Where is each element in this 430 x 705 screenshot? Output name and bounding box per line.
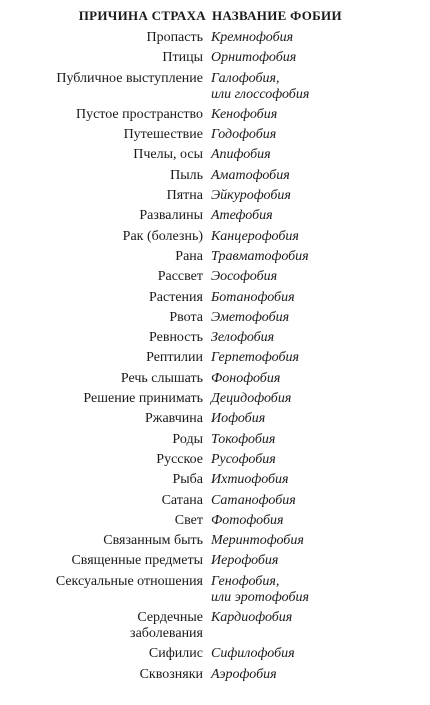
cause-text: Роды xyxy=(172,431,203,447)
table-row xyxy=(0,470,430,490)
cause-text: Сквозняки xyxy=(139,666,203,682)
cause-text: Пустое пространство xyxy=(75,106,203,122)
cause-cell xyxy=(0,574,203,606)
cause-text: Рана xyxy=(175,248,203,264)
phobia-cell xyxy=(211,188,430,204)
cause-text: Рак (болезнь) xyxy=(122,228,203,244)
cause-cell xyxy=(0,533,203,549)
cause-text: Публичное выступление xyxy=(56,70,203,86)
phobia-text: Кремнофобия xyxy=(211,30,294,45)
phobia-text: Кенофобия xyxy=(211,106,278,122)
cause-text: Ржавчина xyxy=(145,411,203,427)
table-row xyxy=(0,511,430,531)
phobia-cell xyxy=(211,50,430,66)
cause-cell xyxy=(0,30,203,46)
phobia-cell xyxy=(211,269,430,285)
phobia-cell xyxy=(211,30,430,46)
phobia-text: Русофобия xyxy=(211,451,276,467)
header-cause: ПРИЧИНА СТРАХА xyxy=(78,8,206,23)
table-row xyxy=(0,389,430,409)
phobia-text: Канцерофобия xyxy=(211,228,299,244)
cause-cell xyxy=(0,350,203,366)
phobia-text: Атефобия xyxy=(211,208,273,224)
table-row xyxy=(0,450,430,470)
table-row xyxy=(0,288,430,308)
phobia-cell xyxy=(211,208,430,224)
phobia-cell xyxy=(211,411,430,427)
cause-cell xyxy=(0,127,203,143)
phobia-cell xyxy=(211,290,430,306)
table-row xyxy=(0,125,430,145)
phobia-text: Эйкурофобия xyxy=(211,188,291,204)
phobia-text: Фотофобия xyxy=(211,512,284,528)
phobia-text: Эософобия xyxy=(211,269,278,285)
cause-cell xyxy=(0,452,203,468)
phobia-text: Ботанофобия xyxy=(211,289,295,305)
cause-text: Ревность xyxy=(149,330,203,346)
phobia-text: Кардиофобия xyxy=(211,610,293,626)
cause-cell xyxy=(0,188,203,204)
cause-text: Сексуальные отношения xyxy=(55,573,203,589)
table-row xyxy=(0,267,430,287)
phobia-text: Галофобия, xyxy=(211,70,280,86)
table-row xyxy=(0,48,430,68)
phobia-cell xyxy=(211,391,430,407)
cause-text: Растения xyxy=(149,289,203,305)
phobia-text: Сатанофобия xyxy=(211,492,296,508)
cause-cell xyxy=(0,371,203,387)
cause-cell xyxy=(0,107,203,123)
cause-cell xyxy=(0,50,203,66)
cause-text: Речь слышать xyxy=(120,370,203,386)
table-row xyxy=(0,206,430,226)
phobia-text: Апифобия xyxy=(211,147,271,163)
table-row xyxy=(0,69,430,105)
cause-cell xyxy=(0,391,203,407)
cause-text: Рептилии xyxy=(146,350,203,366)
cause-text: Сатана xyxy=(161,492,203,508)
cause-text: заболевания xyxy=(130,626,203,642)
phobia-cell xyxy=(211,533,430,549)
table-row xyxy=(0,665,430,685)
cause-cell xyxy=(0,269,203,285)
phobia-text: Генофобия, xyxy=(211,573,280,589)
phobia-text: Травматофобия xyxy=(211,248,309,264)
phobia-text: Аэрофобия xyxy=(211,666,277,682)
cause-cell xyxy=(0,168,203,184)
phobia-cell xyxy=(211,553,430,569)
table-row xyxy=(0,28,430,48)
table-row xyxy=(0,145,430,165)
cause-text: Решение принимать xyxy=(83,391,203,407)
phobia-cell xyxy=(211,432,430,448)
cause-text: Сифилис xyxy=(148,646,203,662)
cause-cell xyxy=(0,513,203,529)
cause-cell xyxy=(0,553,203,569)
cause-cell xyxy=(0,249,203,265)
cause-text: Русское xyxy=(156,451,203,467)
phobia-cell xyxy=(211,107,430,123)
phobia-cell xyxy=(211,127,430,143)
cause-cell xyxy=(0,667,203,683)
phobia-cell xyxy=(211,646,430,662)
table-row xyxy=(0,551,430,571)
phobia-cell xyxy=(211,310,430,326)
phobia-text: или эротофобия xyxy=(211,589,310,605)
phobia-text: Зелофобия xyxy=(211,330,275,346)
phobia-text: Орнитофобия xyxy=(211,50,297,66)
cause-text: Пятна xyxy=(166,188,203,204)
phobia-text: Децидофобия xyxy=(211,391,292,407)
phobia-text: Сифилофобия xyxy=(211,646,295,662)
cause-cell xyxy=(0,493,203,509)
phobia-cell xyxy=(211,168,430,184)
header-phobia: НАЗВАНИЕ ФОБИИ xyxy=(212,8,342,23)
table-row xyxy=(0,328,430,348)
cause-text: Рыба xyxy=(172,472,203,488)
table-row xyxy=(0,369,430,389)
table-row xyxy=(0,105,430,125)
cause-cell xyxy=(0,330,203,346)
phobia-cell xyxy=(211,610,430,642)
table-row xyxy=(0,572,430,608)
phobia-text: Годофобия xyxy=(211,127,277,143)
cause-text: Сердечные xyxy=(137,610,203,626)
phobia-text: Ихтиофобия xyxy=(211,472,289,488)
cause-text: Рассвет xyxy=(157,269,203,285)
table-row xyxy=(0,247,430,267)
cause-text: Пропасть xyxy=(146,30,203,45)
phobia-cell xyxy=(211,71,430,103)
phobia-cell xyxy=(211,330,430,346)
cause-text: Пчелы, осы xyxy=(133,147,203,163)
table-row xyxy=(0,608,430,644)
table-header xyxy=(0,8,430,28)
phobia-cell xyxy=(211,513,430,529)
table-row xyxy=(0,430,430,450)
table-row xyxy=(0,348,430,368)
phobia-cell xyxy=(211,472,430,488)
table-row xyxy=(0,308,430,328)
table-row xyxy=(0,491,430,511)
table-row xyxy=(0,644,430,664)
phobia-text: Эметофобия xyxy=(211,309,290,325)
cause-text: Свет xyxy=(174,512,203,528)
table-row xyxy=(0,531,430,551)
phobia-text: Токофобия xyxy=(211,431,276,447)
cause-text: Пыль xyxy=(170,167,203,183)
cause-cell xyxy=(0,432,203,448)
cause-cell xyxy=(0,147,203,163)
phobia-cell xyxy=(211,249,430,265)
phobia-text: Герпетофобия xyxy=(211,350,300,366)
cause-cell xyxy=(0,229,203,245)
phobia-cell xyxy=(211,574,430,606)
table-row xyxy=(0,186,430,206)
phobia-text: Аматофобия xyxy=(211,167,290,183)
phobia-text: Меринтофобия xyxy=(211,533,304,549)
phobia-cell xyxy=(211,493,430,509)
phobia-text: или глоссофобия xyxy=(211,86,310,102)
cause-cell xyxy=(0,290,203,306)
phobia-cell xyxy=(211,229,430,245)
cause-text: Путешествие xyxy=(123,127,203,143)
phobia-cell xyxy=(211,667,430,683)
cause-cell xyxy=(0,472,203,488)
phobia-cell xyxy=(211,350,430,366)
phobia-cell xyxy=(211,147,430,163)
table-row xyxy=(0,409,430,429)
phobia-text: Иофобия xyxy=(211,411,266,427)
cause-text: Развалины xyxy=(139,208,203,224)
cause-text: Птицы xyxy=(162,50,203,66)
table-row xyxy=(0,227,430,247)
cause-cell xyxy=(0,208,203,224)
phobia-cell xyxy=(211,371,430,387)
cause-text: Связанным быть xyxy=(103,533,203,549)
phobia-text: Фонофобия xyxy=(211,370,281,386)
cause-cell xyxy=(0,71,203,103)
cause-cell xyxy=(0,646,203,662)
cause-cell xyxy=(0,310,203,326)
cause-cell xyxy=(0,610,203,642)
cause-cell xyxy=(0,411,203,427)
phobia-cell xyxy=(211,452,430,468)
cause-text: Рвота xyxy=(169,309,203,325)
cause-text: Священные предметы xyxy=(71,553,203,569)
table-row xyxy=(0,166,430,186)
phobia-table xyxy=(0,28,430,685)
phobia-text: Иерофобия xyxy=(211,553,279,569)
